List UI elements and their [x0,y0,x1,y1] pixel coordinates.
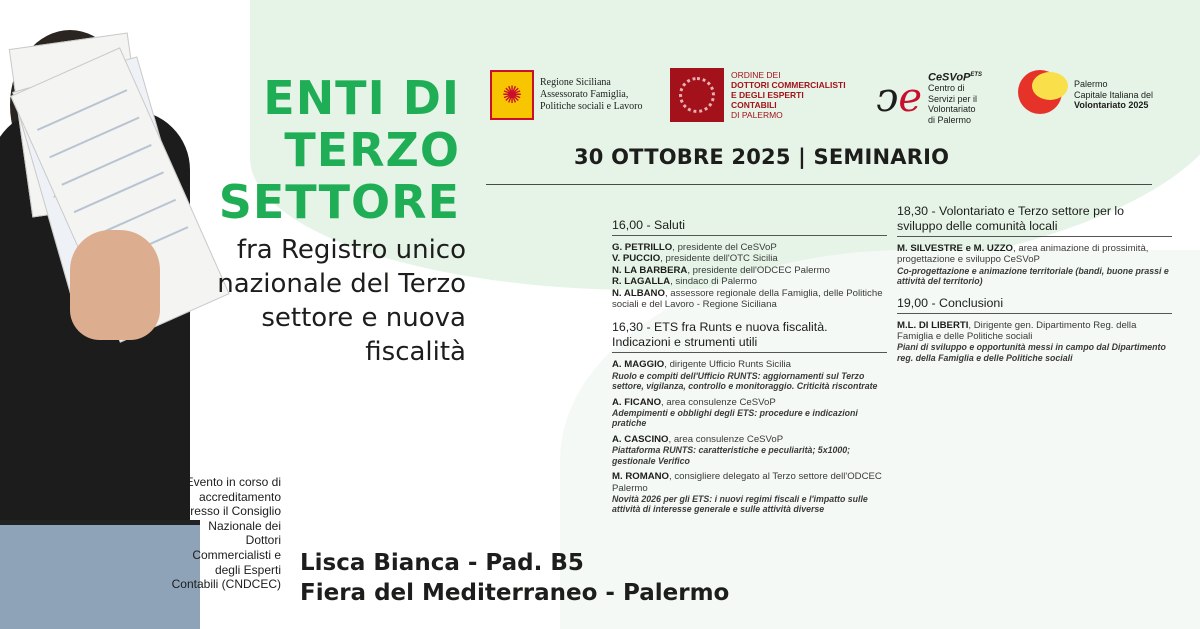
speaker-entry [897,320,1172,343]
accreditation-line: presso il Consiglio [183,504,281,519]
logo-text-line: E DEGLI ESPERTI CONTABILI [731,90,804,110]
palermo-capitale-icon [1018,70,1068,120]
accreditation-line: degli Esperti [214,562,281,577]
accreditation-line: Contabili (CNDCEC) [171,577,281,592]
main-title [150,72,460,228]
speaker-entry [612,397,887,408]
program-column-right [897,204,1172,368]
speaker-role: , area consulenze CeSVoP [661,396,776,408]
accreditation-line: Commercialisti e [192,547,281,562]
speaker-entry [612,265,887,276]
logo-text-line: Volontariato [928,104,976,115]
speaker-role: , Dirigente gen. Dipartimento Reg. della Famiglia e delle Politiche sociali [897,319,1137,343]
speaker-name: G. PETRILLO [612,242,673,253]
cesvop-logo [876,70,982,125]
logo-text-line: Volontariato 2025 [1074,100,1149,111]
trinacria-icon: ✺ [490,70,534,120]
accreditation-line: Nazionale dei [208,518,281,533]
speaker-name: V. PUCCIO [612,253,661,265]
regione-siciliana-logo [490,70,650,120]
speaker-role: , presidente del CeSVoP [672,242,777,253]
talk-title: Adempimenti e obblighi degli ETS: procedure e indicazioni pratiche [612,408,858,429]
venue-line: Lisca Bianca - Pad. B5 [300,550,584,576]
regione-text [540,77,650,113]
speaker-role: , assessore regionale della Famiglia, delle Politiche sociali e del Lavoro - Regione Siciliana [612,287,883,311]
title-line: SETTORE [218,175,460,229]
logo-text-line: Capitale Italiana del [1074,89,1154,100]
subtitle-line: nazionale del Terzo [217,269,466,299]
speaker-role: , area consulenze CeSVoP [668,433,784,445]
talk-title: Piani di sviluppo e opportunità messi in campo dal Dipartimento reg. della Famiglia e delle Politiche sociali [897,342,1166,363]
accreditation-line: accreditamento [198,489,281,504]
speaker-entry [612,359,887,370]
speaker-name: M. ROMANO [612,471,670,483]
title-line: ENTI DI [263,71,460,125]
odcec-palermo-logo [670,68,846,122]
event-date-header: 30 OTTOBRE 2025 | SEMINARIO [574,145,950,169]
speaker-name: R. LAGALLA [612,276,671,288]
subtitle-line: fra Registro unico [236,235,466,265]
subtitle-line: settore e nuova [261,303,466,333]
speaker-name: M.L. DI LIBERTI [897,319,969,331]
logo-text-line: Servizi per il [928,93,978,104]
speaker-entry [612,276,887,287]
palermo-text [1074,79,1153,111]
speaker-entry [612,434,887,445]
logo-text-line: Centro di [928,83,965,94]
logo-text-line: DOTTORI COMMERCIALISTI [731,80,846,90]
subtitle-line: fiscalità [365,337,466,367]
section-title-saluti: 16,00 - Saluti [612,218,887,236]
logo-text-line: Politiche sociali e Lavoro [540,101,643,112]
accreditation-line: Dottori [245,533,281,548]
cesvop-ets: ETS [970,72,983,78]
program-column-left [612,218,887,520]
speaker-name: A. MAGGIO [612,359,665,371]
venue-line: Fiera del Mediterraneo - Palermo [300,580,730,606]
cesvop-mark-icon: ↄe [876,74,923,121]
accreditation-note [168,475,281,592]
talk-title: Piattaforma RUNTS: caratteristiche e peculiarità; 5x1000; gestionale Verifico [612,445,851,466]
speaker-entry [612,253,887,264]
speaker-entry [612,471,887,494]
logo-text-line: Palermo [1074,79,1108,90]
speaker-name: N. LA BARBERA [612,264,688,276]
speaker-role: , sindaco di Palermo [670,276,758,288]
logo-text-line: di Palermo [928,114,972,125]
palermo-capitale-logo [1018,70,1153,120]
speaker-entry [897,243,1172,266]
speaker-name: A. FICANO [612,396,662,408]
logo-text-line: Regione Siciliana [540,77,611,88]
section-title-conclusioni: 19,00 - Conclusioni [897,296,1172,314]
speaker-name: N. ALBANO [612,287,665,299]
section-title-volontariato: 18,30 - Volontariato e Terzo settore per lo sviluppo delle comunità locali [897,204,1172,237]
odcec-text [731,70,846,120]
logo-text-line: DI PALERMO [731,110,783,120]
talk-title: Novità 2026 per gli ETS: i nuovi regimi fiscali e l'impatto sulle attività di interesse generale e sulle attività diverse [612,493,868,515]
hand [70,230,160,340]
speaker-entry [612,242,887,253]
speaker-role: , presidente dell'ODCEC Palermo [687,264,830,276]
speaker-role: , area animazione di prossimità, progettazione e sviluppo CeSVoP [897,243,1149,266]
title-line: TERZO [284,123,460,177]
cesvop-text [928,70,982,125]
speaker-role: , presidente dell'OTC Sicilia [660,253,778,265]
talk-title: Co-progettazione e animazione territoriale (bandi, buone prassi e attività del territorio) [897,265,1169,287]
speaker-name: A. CASCINO [612,433,669,445]
talk-title: Ruolo e compiti dell'Ufficio RUNTS: aggiornamenti sul Terzo settore, vigilanza, controllo e monitoraggio. Criticità riscontrate [612,370,878,392]
speaker-role: , consigliere delegato al Terzo settore dell'ODCEC Palermo [612,471,882,494]
odcec-emblem-icon [670,68,724,122]
cesvop-name: CeSVoP [928,71,971,84]
logo-text-line: Assessorato Famiglia, [540,89,629,100]
accreditation-line: Evento in corso di [185,475,281,489]
speaker-name: M. SILVESTRE e M. UZZO [897,243,1014,254]
speaker-role: , dirigente Ufficio Runts Sicilia [664,359,791,371]
header-divider [486,184,1152,185]
venue [300,548,729,608]
speaker-entry [612,288,887,311]
logo-text-line: ORDINE DEI [731,70,781,80]
subtitle [150,233,466,369]
section-title-ets: 16,30 - ETS fra Runts e nuova fiscalità. Indicazioni e strumenti utili [612,320,887,353]
